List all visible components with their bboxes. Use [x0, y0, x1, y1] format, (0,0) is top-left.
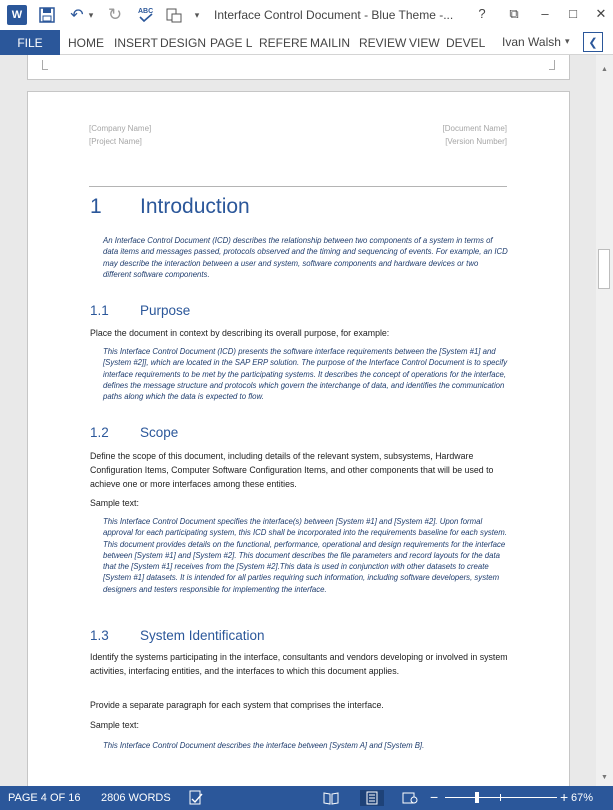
- tab-mailings[interactable]: MAILIN: [310, 36, 351, 50]
- redo-icon[interactable]: ↻: [107, 5, 123, 24]
- format-painter-icon[interactable]: [165, 5, 183, 25]
- undo-icon[interactable]: ↶: [70, 7, 84, 24]
- document-canvas[interactable]: [0, 55, 596, 786]
- tab-view[interactable]: VIEW: [409, 36, 440, 50]
- svg-text:ABC: ABC: [138, 8, 154, 15]
- margin-marker: [42, 60, 48, 70]
- print-layout-icon[interactable]: [360, 790, 384, 806]
- tab-review[interactable]: REVIEW: [359, 36, 407, 50]
- scope-sample-label: Sample text:: [90, 498, 139, 508]
- header-divider: [89, 186, 507, 187]
- heading-text: Scope: [140, 425, 179, 440]
- purpose-body: Place the document in context by describing its overall purpose, for example:: [90, 328, 390, 338]
- web-layout-icon[interactable]: [401, 790, 419, 806]
- word-count[interactable]: 2806 WORDS: [101, 792, 171, 804]
- document-title: Interface Control Document - Blue Theme -...: [214, 8, 454, 22]
- scope-body: Define the scope of this document, including details of the relevant system, subsystems, Hardware Configuration Items, Computer Software Configuration Items, and other components that will be used to achieve one or more interfaces among these entities.: [90, 451, 494, 489]
- document-page[interactable]: [27, 91, 570, 786]
- header-version: [Version Number]: [445, 137, 507, 146]
- customize-toolbar-icon[interactable]: ▾: [194, 9, 200, 20]
- heading-number: 1.2: [90, 425, 109, 440]
- collapse-ribbon-button[interactable]: ❮: [583, 32, 603, 52]
- heading-number: 1.3: [90, 628, 109, 643]
- vertical-scrollbar[interactable]: [596, 55, 613, 786]
- tab-references[interactable]: REFERE: [259, 36, 308, 50]
- intro-paragraph: An Interface Control Document (ICD) describes the relationship between two components of a system in terms of data items and messages passed, protocols observed and the timing and sequencing of events. For example, an ICD may describe the interaction between a user and system, software components and hardware devices or two different software components.: [103, 236, 508, 279]
- tab-page-layout[interactable]: PAGE L: [210, 36, 253, 50]
- scroll-down-icon[interactable]: ▼: [601, 774, 608, 781]
- zoom-slider-thumb[interactable]: [475, 792, 479, 803]
- scope-sample: This Interface Control Document specifies the interface(s) between [System #1] and [System #2]. Upon formal approval for each participating system, this ICD shall be incorporated into the requirements baseline for each system. This document provides details on the functional, performance, operational and design requirements for the interface between [System #1] and [System #2]. This document describes the file parameters and record layouts for the data that the [System #1] receives from the [System #2].This data is used in conjunction with other datasets to create [System #1] datasets. It is intended for all parties requiring such information, including software developers, system designers and testers responsible for implementing the interface.: [103, 517, 507, 594]
- save-icon[interactable]: [38, 5, 56, 25]
- zoom-slider-midpoint: [500, 794, 501, 801]
- zoom-out-button[interactable]: −: [430, 789, 439, 805]
- heading-text: System Identification: [140, 628, 265, 643]
- help-button[interactable]: ?: [478, 6, 486, 21]
- close-button[interactable]: ✕: [595, 6, 607, 21]
- status-bar: [0, 786, 613, 810]
- page-count[interactable]: PAGE 4 OF 16: [8, 792, 81, 804]
- spelling-icon[interactable]: [137, 5, 155, 25]
- tab-developer[interactable]: DEVEL: [446, 36, 486, 50]
- purpose-sample: This Interface Control Document (ICD) presents the software interface requirements between the [System #1] and [System #2]], which are located in the SAP ERP solution. The purpose of the Interface Control Document is to specify interface requirements to be met by the participating systems. It describes the concept of operations for the interface, defines the message structure and protocols which govern the interchange of data, and identifies the communication paths along which the data is expected to flow.: [103, 347, 508, 402]
- zoom-in-button[interactable]: +: [560, 789, 569, 805]
- scrollbar-thumb[interactable]: [598, 249, 610, 289]
- tab-home[interactable]: HOME: [68, 36, 104, 50]
- heading-number: 1: [90, 195, 102, 218]
- heading-number: 1.1: [90, 303, 109, 318]
- header-company: [Company Name]: [89, 124, 152, 133]
- tab-insert[interactable]: INSERT: [114, 36, 158, 50]
- header-project: [Project Name]: [89, 137, 142, 146]
- minimize-button[interactable]: –: [541, 6, 549, 21]
- ribbon-display-options-button[interactable]: ⧉: [509, 6, 519, 21]
- read-mode-icon[interactable]: [322, 790, 340, 806]
- word-app-icon[interactable]: W: [7, 5, 27, 25]
- tab-file[interactable]: FILE: [0, 30, 60, 55]
- undo-dropdown-icon[interactable]: ▾: [88, 9, 94, 20]
- system-id-body: Identify the systems participating in the interface, consultants and vendors developing or involved in system activities, interfacing entities, and the interfaces to which this document applies.: [90, 652, 508, 676]
- title-bar: [0, 0, 613, 30]
- header-document-name: [Document Name]: [442, 124, 507, 133]
- zoom-level[interactable]: 67%: [571, 792, 594, 804]
- zoom-slider[interactable]: [445, 797, 557, 798]
- system-id-body-2: Provide a separate paragraph for each system that comprises the interface.: [90, 700, 384, 710]
- tab-design[interactable]: DESIGN: [160, 36, 207, 50]
- margin-marker: [549, 60, 555, 70]
- ribbon-tabs: [0, 30, 613, 55]
- restore-button[interactable]: □: [569, 6, 577, 21]
- previous-page: [27, 55, 570, 80]
- user-account[interactable]: Ivan Walsh: [502, 35, 561, 49]
- heading-text: Purpose: [140, 303, 191, 318]
- chevron-down-icon[interactable]: ▾: [565, 36, 570, 46]
- scroll-up-icon[interactable]: ▲: [601, 66, 608, 73]
- proofing-icon[interactable]: [187, 790, 205, 806]
- system-id-sample: This Interface Control Document describes the interface between [System A] and [System B].: [103, 741, 425, 750]
- heading-text: Introduction: [140, 195, 250, 218]
- system-id-sample-label: Sample text:: [90, 720, 139, 730]
